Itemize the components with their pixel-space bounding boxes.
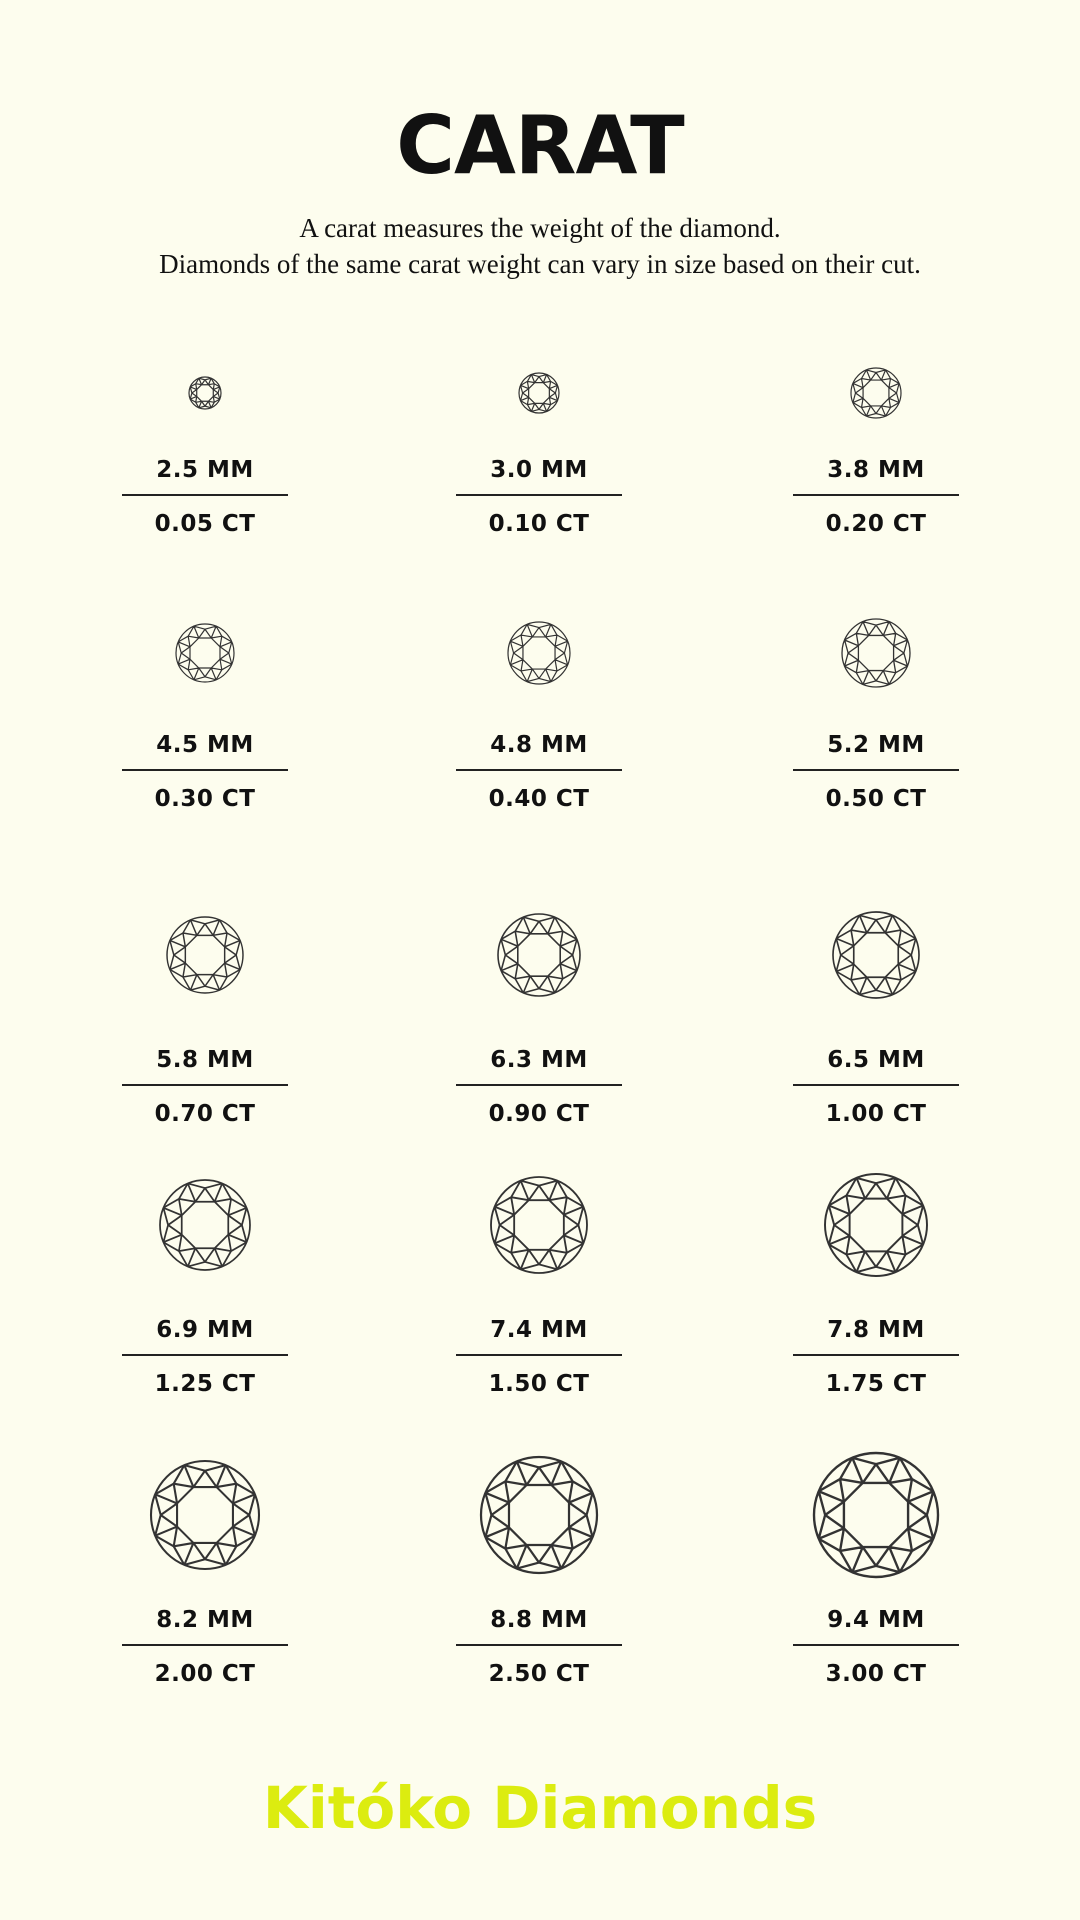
- diamond-outline-icon: [456, 1173, 622, 1277]
- diameter-label: 4.5 MM: [156, 732, 254, 758]
- carat-weight-label: 0.40 CT: [488, 786, 590, 812]
- subtitle-line-1: A carat measures the weight of the diamond.: [299, 213, 781, 243]
- divider-line: [122, 1354, 288, 1356]
- carat-weight-label: 1.75 CT: [825, 1371, 927, 1397]
- diamond-outline-icon: [793, 1449, 959, 1581]
- diameter-label: 5.8 MM: [156, 1047, 254, 1073]
- divider-line: [122, 1084, 288, 1086]
- carat-weight-label: 0.20 CT: [825, 511, 927, 537]
- diameter-label: 6.5 MM: [827, 1047, 925, 1073]
- carat-item: [122, 1160, 288, 1460]
- carat-weight-label: 2.00 CT: [154, 1661, 256, 1687]
- diameter-label: 7.4 MM: [490, 1317, 588, 1343]
- diamond-outline-icon: [122, 620, 288, 686]
- diameter-label: 2.5 MM: [156, 457, 254, 483]
- carat-weight-label: 0.50 CT: [825, 786, 927, 812]
- divider-line: [793, 1644, 959, 1646]
- carat-item: [122, 1440, 288, 1740]
- divider-line: [793, 1084, 959, 1086]
- divider-line: [456, 769, 622, 771]
- diamond-outline-icon: [122, 913, 288, 997]
- carat-item: [122, 885, 288, 1185]
- diamond-outline-icon: [456, 369, 622, 417]
- carat-item: [456, 1160, 622, 1460]
- diamond-outline-icon: [793, 364, 959, 422]
- diameter-label: 9.4 MM: [827, 1607, 925, 1633]
- divider-line: [122, 1644, 288, 1646]
- carat-item: [122, 600, 288, 900]
- carat-item: [793, 1160, 959, 1460]
- subtitle-line-2: Diamonds of the same carat weight can vary in size based on their cut.: [159, 249, 921, 279]
- diameter-label: 7.8 MM: [827, 1317, 925, 1343]
- carat-item: [456, 885, 622, 1185]
- diameter-label: 6.3 MM: [490, 1047, 588, 1073]
- diamond-outline-icon: [122, 1176, 288, 1274]
- diameter-label: 8.8 MM: [490, 1607, 588, 1633]
- carat-weight-label: 0.30 CT: [154, 786, 256, 812]
- divider-line: [793, 1354, 959, 1356]
- diamond-outline-icon: [793, 908, 959, 1002]
- divider-line: [456, 1644, 622, 1646]
- divider-line: [793, 494, 959, 496]
- diamond-outline-icon: [793, 615, 959, 691]
- divider-line: [793, 769, 959, 771]
- divider-line: [456, 494, 622, 496]
- carat-item: [793, 885, 959, 1185]
- brand-logo-text: Kitóko Diamonds: [262, 1774, 818, 1842]
- carat-weight-label: 0.90 CT: [488, 1101, 590, 1127]
- diameter-label: 8.2 MM: [156, 1607, 254, 1633]
- diameter-label: 5.2 MM: [827, 732, 925, 758]
- diamond-outline-icon: [122, 373, 288, 413]
- carat-weight-label: 0.05 CT: [154, 511, 256, 537]
- diamond-outline-icon: [793, 1170, 959, 1280]
- carat-weight-label: 0.10 CT: [488, 511, 590, 537]
- carat-weight-label: 0.70 CT: [154, 1101, 256, 1127]
- diameter-label: 4.8 MM: [490, 732, 588, 758]
- divider-line: [122, 494, 288, 496]
- diamond-outline-icon: [122, 1457, 288, 1573]
- diamond-outline-icon: [456, 910, 622, 1000]
- divider-line: [456, 1084, 622, 1086]
- diameter-label: 3.8 MM: [827, 457, 925, 483]
- divider-line: [122, 769, 288, 771]
- diameter-label: 3.0 MM: [490, 457, 588, 483]
- carat-weight-label: 2.50 CT: [488, 1661, 590, 1687]
- page-title: CARAT: [396, 99, 684, 192]
- carat-item: [793, 1440, 959, 1740]
- carat-weight-label: 1.00 CT: [825, 1101, 927, 1127]
- carat-weight-label: 1.50 CT: [488, 1371, 590, 1397]
- diamond-outline-icon: [456, 1453, 622, 1577]
- diameter-label: 6.9 MM: [156, 1317, 254, 1343]
- carat-item: [456, 600, 622, 900]
- carat-item: [793, 600, 959, 900]
- carat-weight-label: 3.00 CT: [825, 1661, 927, 1687]
- divider-line: [456, 1354, 622, 1356]
- diamond-outline-icon: [456, 618, 622, 688]
- carat-item: [456, 1440, 622, 1740]
- carat-weight-label: 1.25 CT: [154, 1371, 256, 1397]
